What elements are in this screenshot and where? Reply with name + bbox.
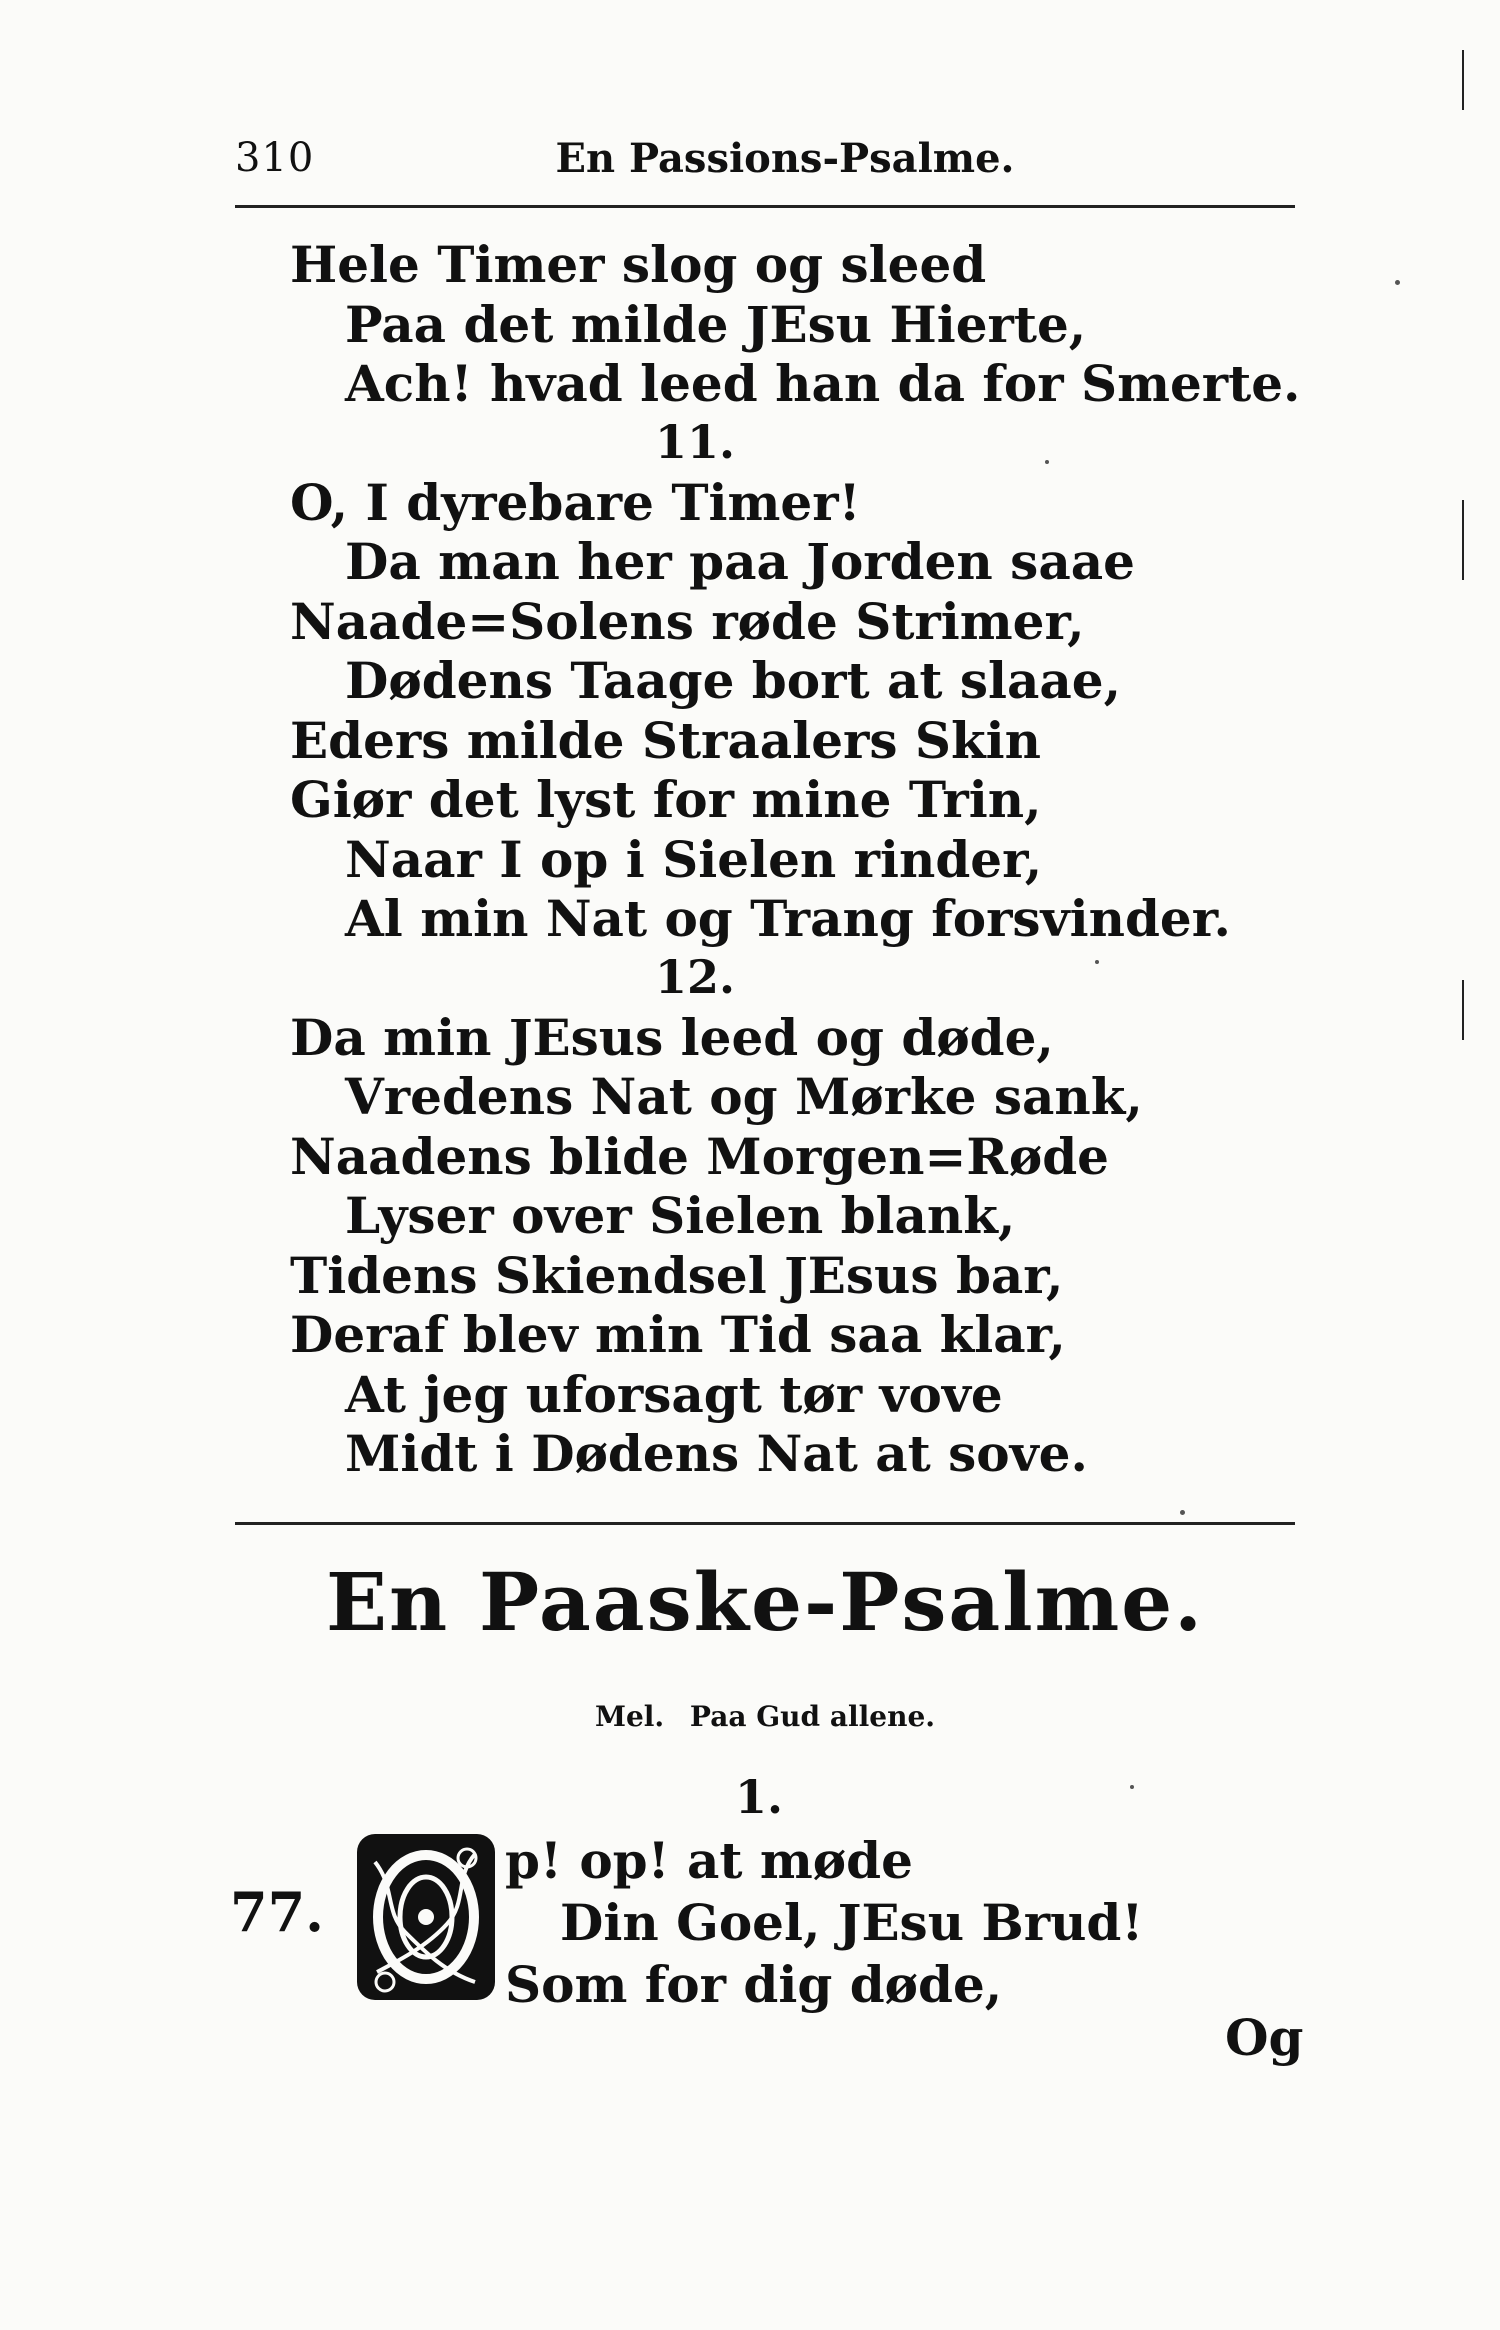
verse-line: Da man her paa Jorden saae [345,532,1135,591]
verse-line: Vredens Nat og Mørke sank, [345,1067,1143,1126]
print-speck [1130,1785,1134,1789]
page-edge-mark [1462,980,1464,1040]
verse-line: Da min JEsus leed og døde, [290,1007,1054,1067]
verse-line: Midt i Dødens Nat at sove. [345,1424,1088,1483]
verse-line: Hele Timer slog og sleed [290,235,987,294]
catchword: Og [1225,2008,1304,2067]
print-speck [1395,280,1400,285]
verse-line: Giør det lyst for mine Trin, [290,770,1042,829]
print-speck [1045,460,1049,464]
verse-line: Ach! hvad leed han da for Smerte. [345,354,1301,413]
melody-line [235,1700,1295,1733]
verse-line: Naar I op i Sielen rinder, [345,829,1043,889]
running-title: En Passions-Psalme. [555,135,1015,182]
section-divider [235,1522,1295,1525]
hymn-number: 77. [230,1880,324,1944]
melody-prefix: Mel. [594,1700,665,1733]
verse-line: Lyser over Sielen blank, [345,1186,1016,1245]
verse-line: Al min Nat og Trang forsvinder. [345,889,1231,948]
hymn-77-first-lines [505,1830,1265,2016]
stanza-11 [290,413,1240,949]
verse-line: Naadens blide Morgen=Røde [290,1126,1109,1186]
verse-line: O, I dyrebare Timer! [290,472,861,532]
verse-line: Din Goel, JEsu Brud! [560,1893,1144,1952]
drop-cap-initial [355,1832,497,2002]
verse-line: Tidens Skiendsel JEsus bar, [290,1245,1064,1305]
page-edge-mark [1462,50,1464,110]
print-speck [1095,960,1099,964]
header-rule [235,205,1295,208]
page-edge-mark [1462,500,1464,580]
verse-line: p! op! at møde [505,1831,913,1890]
verse-line: Naade=Solens røde Strimer, [290,591,1085,651]
stanza-number: 1. [735,1770,784,1824]
verse-line: At jeg uforsagt tør vove [345,1364,1003,1424]
print-speck [1180,1510,1185,1515]
verse-line: Paa det milde JEsu Hierte, [345,294,1087,354]
verse-line: Eders milde Straalers Skin [290,710,1042,770]
stanza-10-tail [290,235,1301,414]
hymn-title: En Paaske-Psalme. [325,1555,1205,1649]
verse-line: Dødens Taage bort at slaae, [345,651,1122,710]
verse-line: Som for dig døde, [505,1955,1003,2014]
stanza-number: 11. [654,415,736,469]
page-number: 310 [235,135,315,181]
melody-name: Paa Gud allene. [689,1700,936,1733]
stanza-number: 12. [654,950,736,1004]
verse-line: Deraf blev min Tid saa klar, [290,1305,1066,1364]
page-header [235,135,1295,195]
stanza-12 [290,948,1240,1484]
